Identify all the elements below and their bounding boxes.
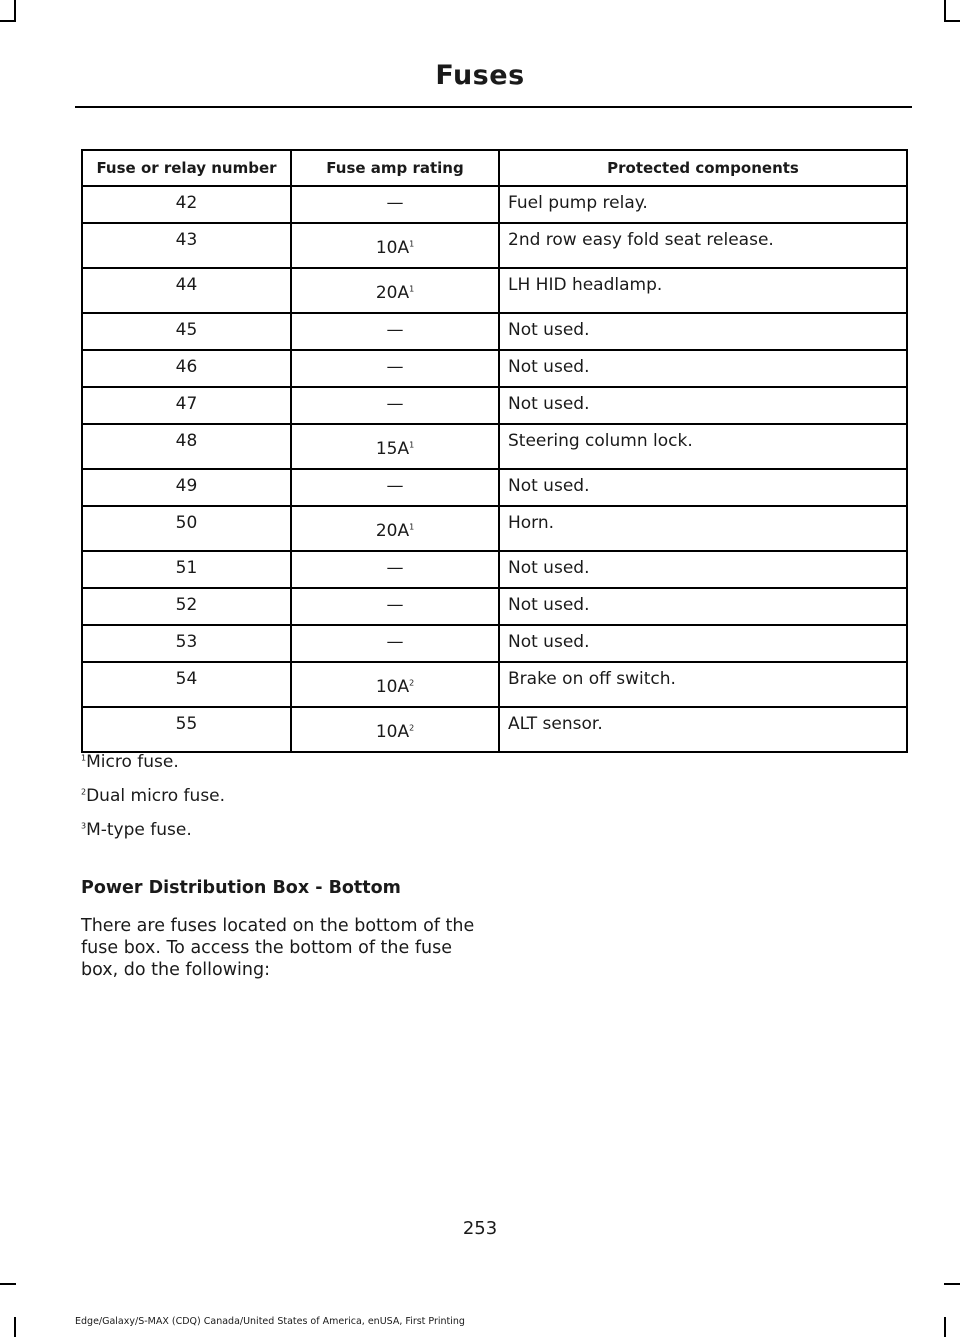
table-row [82,707,907,752]
fuse-amp-cell: — [291,551,499,588]
crop-mark-top-left-v [14,0,16,20]
fuse-number-cell: 53 [82,625,291,662]
footnote-text: Micro fuse. [86,752,179,772]
crop-mark-bottom-left-v [14,1317,16,1337]
fuse-amp-cell: — [291,313,499,350]
fuse-amp-value: 15A [375,439,410,459]
fuse-amp-value: 10A [375,677,410,697]
table-row [82,313,907,350]
table-row [82,506,907,551]
table-body [82,186,907,752]
table-row [82,469,907,506]
table-row [82,625,907,662]
fuse-amp-cell [291,424,499,469]
crop-mark-top-right-h [944,20,960,22]
fuse-amp-cell: — [291,350,499,387]
footnote [81,750,501,784]
column-header-components: Protected components [499,150,907,186]
fuse-amp-cell [291,506,499,551]
section-body: There are fuses located on the bottom of the fuse box. To access the bottom of the fuse box, do the following: [81,916,475,980]
fuse-number-cell: 55 [82,707,291,752]
column-header-number: Fuse or relay number [82,150,291,186]
crop-mark-top-right-v [944,0,946,20]
page-number: 253 [462,1218,498,1239]
protected-components-cell: Not used. [499,469,907,506]
protected-components-cell: Not used. [499,625,907,662]
table-row [82,186,907,223]
fuse-amp-cell: — [291,469,499,506]
table-row [82,268,907,313]
footnote-reference: 1 [409,440,415,450]
fuse-number-cell: 44 [82,268,291,313]
page-title: Fuses [435,60,525,91]
fuse-amp-cell: — [291,588,499,625]
table-row [82,350,907,387]
protected-components-cell: Fuel pump relay. [499,186,907,223]
footnote [81,784,501,818]
fuse-amp-cell: — [291,387,499,424]
table-row [82,424,907,469]
footnote-reference: 1 [409,239,415,249]
footnote-mark: 2 [81,787,87,797]
crop-mark-bottom-right-h [944,1283,960,1285]
footnote [81,818,501,852]
protected-components-cell: Not used. [499,588,907,625]
protected-components-cell: Steering column lock. [499,424,907,469]
fuse-number-cell: 54 [82,662,291,707]
fuse-amp-value: 20A [375,521,410,541]
fuse-number-cell: 48 [82,424,291,469]
protected-components-cell: Not used. [499,551,907,588]
footnotes [81,750,501,852]
fuse-amp-value: 10A [375,722,410,742]
footnote-mark: 3 [81,821,87,831]
protected-components-cell: Brake on off switch. [499,662,907,707]
header-rule [75,106,912,108]
table-row [82,387,907,424]
protected-components-cell: Not used. [499,350,907,387]
footer-text: Edge/Galaxy/S-MAX (CDQ) Canada/United States of America, enUSA, First Printing [75,1316,465,1327]
fuse-amp-cell [291,223,499,268]
protected-components-cell: ALT sensor. [499,707,907,752]
fuse-number-cell: 52 [82,588,291,625]
fuse-amp-cell: — [291,625,499,662]
protected-components-cell: Not used. [499,387,907,424]
footnote-reference: 1 [409,522,415,532]
footnote-text: M-type fuse. [86,820,192,840]
footnote-mark: 1 [81,753,87,763]
fuse-number-cell: 46 [82,350,291,387]
section-heading: Power Distribution Box - Bottom [81,878,401,898]
fuse-number-cell: 43 [82,223,291,268]
fuse-number-cell: 51 [82,551,291,588]
protected-components-cell: 2nd row easy fold seat release. [499,223,907,268]
fuse-amp-value: 10A [375,238,410,258]
footnote-text: Dual micro fuse. [86,786,226,806]
fuse-number-cell: 45 [82,313,291,350]
crop-mark-bottom-left-h [0,1283,16,1285]
table-header-row [82,150,907,186]
fuse-amp-cell [291,662,499,707]
crop-mark-bottom-right-v [944,1317,946,1337]
fuse-number-cell: 50 [82,506,291,551]
fuse-number-cell: 47 [82,387,291,424]
fuse-amp-cell: — [291,186,499,223]
protected-components-cell: LH HID headlamp. [499,268,907,313]
table-row [82,223,907,268]
fuse-table [81,149,908,753]
fuse-amp-cell [291,707,499,752]
protected-components-cell: Not used. [499,313,907,350]
table-row [82,662,907,707]
protected-components-cell: Horn. [499,506,907,551]
table-row [82,588,907,625]
fuse-amp-value: 20A [375,283,410,303]
fuse-number-cell: 49 [82,469,291,506]
fuse-number-cell: 42 [82,186,291,223]
column-header-amp: Fuse amp rating [291,150,499,186]
fuse-amp-cell [291,268,499,313]
footnote-reference: 2 [409,678,415,688]
footnote-reference: 2 [409,723,415,733]
table-row [82,551,907,588]
crop-mark-top-left-h [0,20,16,22]
footnote-reference: 1 [409,284,415,294]
